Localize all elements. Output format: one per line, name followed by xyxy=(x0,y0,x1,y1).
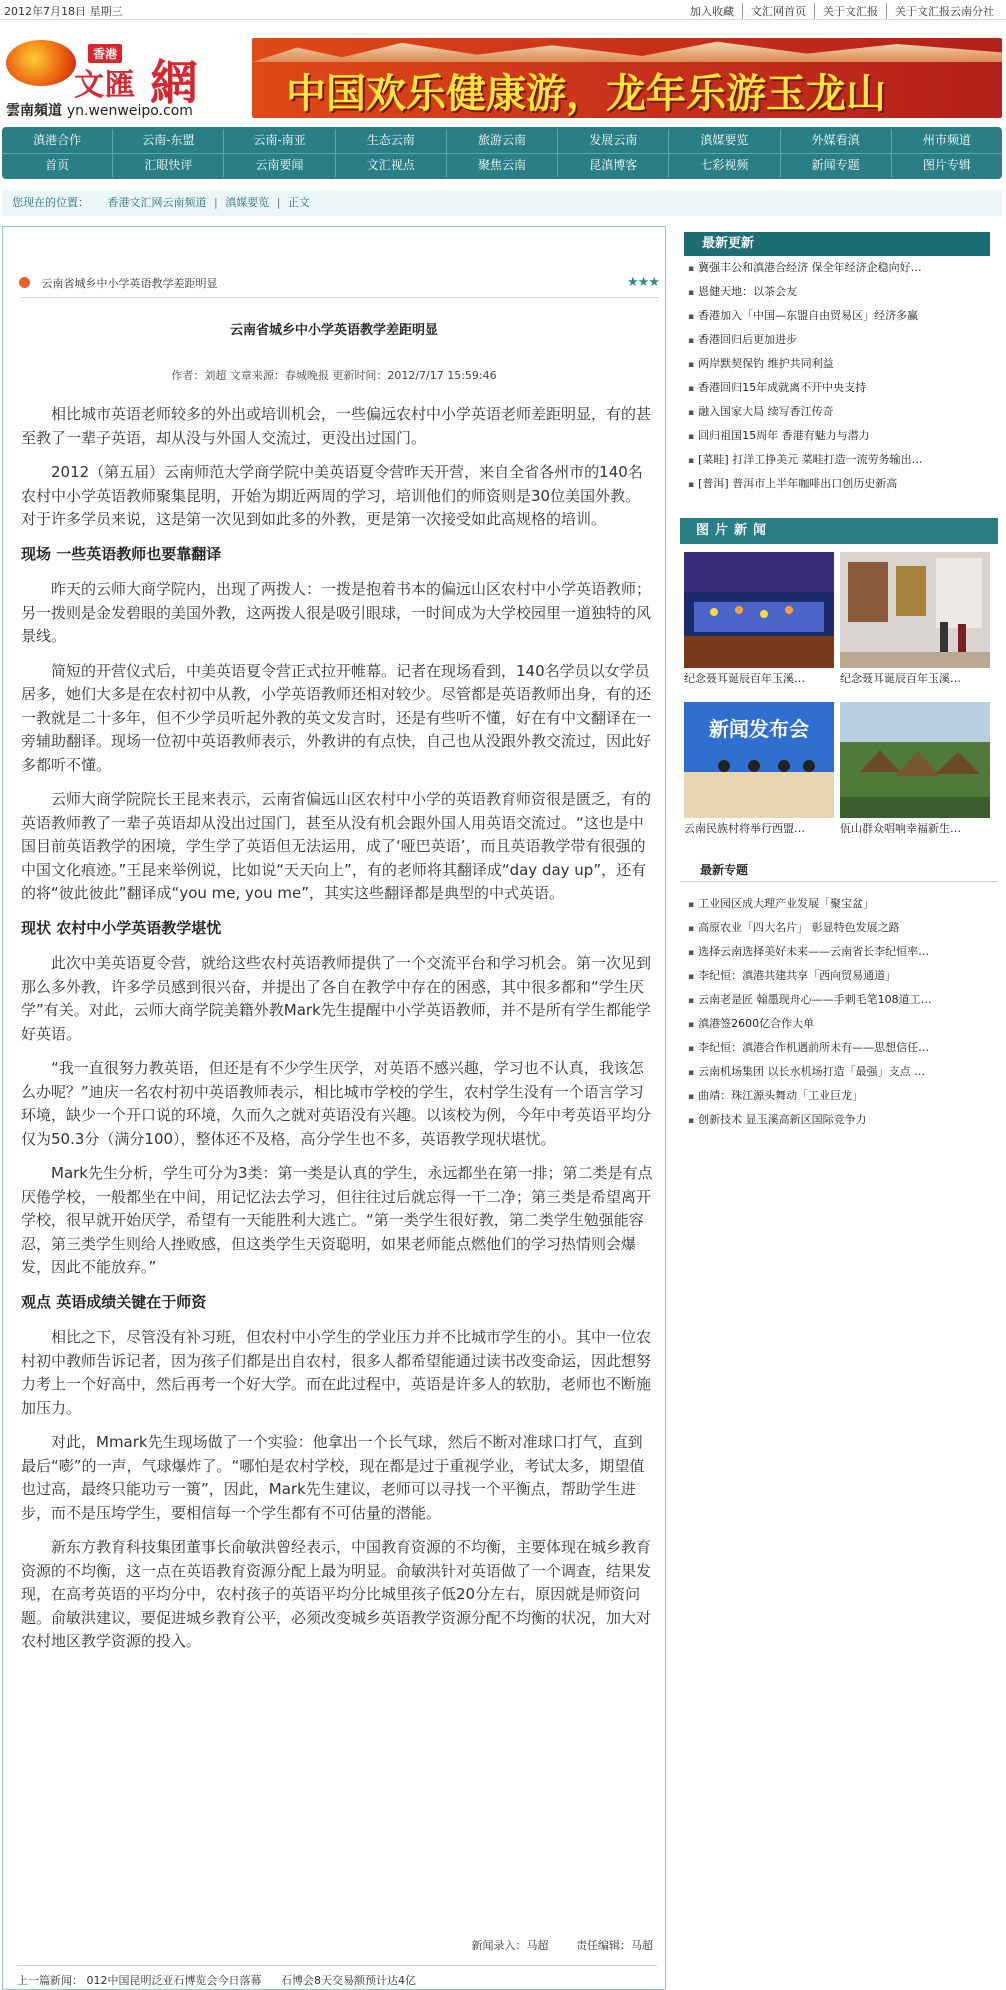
nav-item[interactable]: 旅游云南 xyxy=(446,129,557,153)
nav-item[interactable]: 州市频道 xyxy=(891,129,1002,153)
topic-link[interactable]: ▪ 创新技术 显玉溪高新区国际竞争力 xyxy=(688,1108,1006,1132)
latest-update-link[interactable]: ▪ 冀强丰公和滇港合经济 保全年经济企稳向好… xyxy=(688,256,1002,280)
banner-mountain-image xyxy=(252,38,1002,62)
article-panel xyxy=(2,226,666,1990)
article-paragraph: Mark先生分析，学生可分为3类：第一类是认真的学生，永远都坐在第一排；第二类是有点厌倦学校，一般都坐在中间，用记忆法去学习，但往往过后就忘得一干二净；第三类是希望离开学校，很早就开始厌学，希望有一天能胜利大逃亡。“第一类学生很好教，第二类学生勉强能容忍，第三类学生则给人挫败感，但这类学生天资聪明，如果老师能点燃他们的学习热情则会爆发，因此不能放弃。” xyxy=(21,1164,653,1276)
article-paragraph: 云师大商学院院长王昆来表示，云南省偏远山区农村中小学的英语教育师资很是匮乏，有的英语教师教了一辈子英语却从没出过国门，甚至从没有机会跟外国人用英语交流过。“这也是中国目前英语教学的困境，学生学了英语但无法运用，成了‘哑巴英语’，而且英语教学带有很强的中国文化痕迹。”王昆来举例说，比如说“天天向上”，有的老师将其翻译成“day day up”，还有的将“彼此彼此”翻译成“you me, you me”，其实这些翻译都是典型的中式英语。 xyxy=(21,790,652,902)
latest-update-link[interactable]: ▪ [普洱] 普洱市上半年咖啡出口创历史新高 xyxy=(688,472,1002,496)
prev-next-links xyxy=(17,1965,657,1988)
latest-update-link[interactable]: ▪ [菜畦] 打洋工挣美元 菜畦打造一流劳务输出… xyxy=(688,448,1002,472)
village-photo xyxy=(840,702,990,818)
logo-subtitle xyxy=(6,100,193,120)
nav-row-1 xyxy=(2,129,1002,153)
about-yunnan-branch-link[interactable]: 关于文汇报云南分社 xyxy=(886,3,1002,19)
picture-caption[interactable]: 纪念聂耳诞辰百年玉溪… xyxy=(684,672,805,685)
topic-link[interactable]: ▪ 云南机场集团 以长水机场打造「最强」支点 … xyxy=(688,1060,1006,1084)
nav-item[interactable]: 外媒看滇 xyxy=(780,129,891,153)
topic-link[interactable]: ▪ 曲靖：珠江源头舞动「工业巨龙」 xyxy=(688,1084,1006,1108)
topic-link[interactable]: ▪ 选择云南选择美好未来——云南省长李纪恒率… xyxy=(688,940,1006,964)
article-body xyxy=(21,403,655,1665)
site-header xyxy=(0,22,1006,122)
top-links xyxy=(682,3,1002,19)
divider xyxy=(19,297,659,298)
article-paragraph: “我一直很努力教英语，但还是有不少学生厌学，对英语不感兴趣，学习也不认真，我该怎么办呢？”迪庆一名农村初中英语教师表示，相比城市学校的学生，农村学生没有一个语言学习环境，缺少一个开口说的环境，久而久之就对英语没有兴趣。以该校为例，今年中考英语平均分仅为50.3分（满分100），整体还不及格，高分学生也不多，英语教学现状堪忧。 xyxy=(21,1059,652,1148)
article-paragraph: 相比之下，尽管没有补习班，但农村中小学生的学业压力并不比城市学生的小。其中一位农村初中教师告诉记者，因为孩子们都是出自农村，很多人都希望能通过读书改变命运，因此想努力考上一个好高中，然后再考一个好大学。而在此过程中，英语是许多人的软肋，老师也不断施加压力。 xyxy=(21,1328,652,1417)
topic-link[interactable]: ▪ 云南老是匠 翰墨现舟心——手刺毛笔108道工… xyxy=(688,988,1006,1012)
next-article-link[interactable]: 石博会8天交易额预计达4亿 xyxy=(281,1974,416,1987)
nav-item[interactable]: 滇港合作 xyxy=(33,133,82,147)
latest-update-link[interactable]: ▪ 两岸默契保钓 维护共同利益 xyxy=(688,352,1002,376)
article-meta: 作者：刘超 文章来源：春城晚报 更新时间：2012/7/17 15:59:46 xyxy=(171,369,497,382)
section-heading: 现场 一些英语教师也要靠翻译 xyxy=(21,544,222,563)
add-favorite-link[interactable]: 加入收藏 xyxy=(690,5,734,18)
about-wenweipo-link[interactable]: 关于文汇报 xyxy=(814,3,886,19)
press-banner-text: 新闻发布会 xyxy=(709,717,809,741)
latest-updates-box xyxy=(676,232,1002,496)
picture-news-item[interactable] xyxy=(684,552,834,685)
nav-item[interactable]: 首页 xyxy=(45,158,70,172)
nav-item[interactable]: 滇媒要览 xyxy=(668,129,779,153)
article-header-bar xyxy=(19,275,659,295)
logo-channel: 雲南頻道 xyxy=(6,103,62,119)
article-title: 云南省城乡中小学英语教学差距明显 xyxy=(229,323,438,338)
picture-news-heading: 图片新闻 xyxy=(680,518,998,544)
bullet-icon xyxy=(19,277,30,288)
wenweipo-home-link[interactable]: 文汇网首页 xyxy=(742,3,814,19)
nav-item[interactable]: 云南要闻 xyxy=(223,154,334,177)
picture-caption[interactable]: 佤山群众唱响幸福新生… xyxy=(840,822,961,835)
topic-link[interactable]: ▪ 滇港签2600亿合作大单 xyxy=(688,1012,1006,1036)
breadcrumb-sep xyxy=(93,196,105,209)
picture-grid xyxy=(680,544,1006,854)
nav-item[interactable]: 云南-南亚 xyxy=(223,129,334,153)
nav-item[interactable]: 新闻专题 xyxy=(780,154,891,177)
article-paragraph: 此次中美英语夏令营，就给这些农村英语教师提供了一个交流平台和学习机会。第一次见到那么多外教，许多学员感到很兴奋，并提出了各自在教学中存在的困惑，其中很多都和“学生厌学”有关。对此，云师大商学院美籍外教Mark先生提醒中小学英语教师，并不是所有学生都能学好英语。 xyxy=(21,954,652,1043)
site-logo[interactable] xyxy=(2,30,242,120)
breadcrumb xyxy=(2,190,1002,216)
breadcrumb-prefix: 您现在的位置： xyxy=(12,196,89,209)
press-conference-photo xyxy=(684,702,834,818)
latest-updates-list xyxy=(676,256,1002,496)
exhibition-photo xyxy=(840,552,990,668)
picture-news-item[interactable] xyxy=(840,552,990,685)
nav-row-2 xyxy=(2,153,1002,177)
section-heading: 观点 英语成绩关键在于师资 xyxy=(21,1292,207,1311)
article-head-label: 云南省城乡中小学英语教学差距明显 xyxy=(41,277,218,290)
breadcrumb-item[interactable]: 香港文汇网云南频道 xyxy=(107,196,207,209)
breadcrumb-item[interactable]: 滇媒要览 xyxy=(225,196,270,209)
nav-item[interactable]: 汇眼快评 xyxy=(112,154,223,177)
nav-item[interactable]: 聚焦云南 xyxy=(446,154,557,177)
latest-topics-box xyxy=(680,858,1006,1132)
picture-news-box xyxy=(680,518,1006,854)
stage-photo xyxy=(684,552,834,668)
nav-item[interactable]: 图片专辑 xyxy=(891,154,1002,177)
section-heading: 现状 农村中小学英语教学堪忧 xyxy=(21,918,222,937)
latest-topics-heading: 最新专题 xyxy=(680,858,998,882)
prev-article-link[interactable]: 上一篇新闻： 012中国昆明泛亚石博览会今日落幕 xyxy=(17,1974,262,1987)
article-paragraph: 2012（第五届）云南师范大学商学院中美英语夏令营昨天开营，来自全省各州市的140名农村中小学英语教师聚集昆明，开始为期近两周的学习，培训他们的师资则是30位美国外教。对于许多学员来说，这是第一次见到如此多的外教，更是第一次接受如此高规格的培训。 xyxy=(21,463,643,528)
latest-update-link[interactable]: ▪ 香港回归15年成就离不开中央支持 xyxy=(688,376,1002,400)
nav-item[interactable]: 云南-东盟 xyxy=(112,129,223,153)
picture-news-item[interactable] xyxy=(840,702,990,835)
nav-item[interactable]: 生态云南 xyxy=(335,129,446,153)
ad-banner[interactable] xyxy=(252,38,1002,118)
breadcrumb-item: 正文 xyxy=(287,196,310,209)
article-paragraph: 昨天的云师大商学院内，出现了两拨人：一拨是抱着书本的偏远山区农村中小学英语教师；另一拨则是金发碧眼的美国外教，这两拨人很是吸引眼球，一时间成为大学校园里一道独特的风景线。 xyxy=(21,580,652,645)
logo-wang: 網 xyxy=(150,55,199,111)
logo-url: yn.wenweipo.com xyxy=(66,103,193,119)
breadcrumb-sep: | xyxy=(214,196,218,209)
latest-update-link[interactable]: ▪ 香港加入「中国—东盟自由贸易区」经济多赢 xyxy=(688,304,1002,328)
current-date: 2012年7月18日 星期三 xyxy=(4,5,123,18)
nav-item[interactable]: 昆滇博客 xyxy=(557,154,668,177)
editor-responsible: 责任编辑：马超 xyxy=(576,1939,653,1952)
latest-update-link[interactable]: ▪ 融入国家大局 续写香江传奇 xyxy=(688,400,1002,424)
latest-update-link[interactable]: ▪ 恩健天地：以茶会友 xyxy=(688,280,1002,304)
logo-emblem-icon xyxy=(6,40,76,86)
topic-link[interactable]: ▪ 李纪恒：滇港共建共享「西向贸易通道」 xyxy=(688,964,1006,988)
latest-update-link[interactable]: ▪ 回归祖国15周年 香港有魅力与潜力 xyxy=(688,424,1002,448)
editor-input: 新闻录入：马超 xyxy=(471,1939,549,1952)
picture-caption[interactable]: 纪念聂耳诞辰百年玉溪… xyxy=(840,672,961,685)
breadcrumb-sep: | xyxy=(276,196,281,209)
latest-topics-list xyxy=(680,892,1006,1132)
banner-text: 中国欢乐健康游，龙年乐游玉龙山 xyxy=(286,70,886,117)
article-editors xyxy=(3,1937,653,1953)
article-paragraph: 对此，Mmark先生现场做了一个实验：他拿出一个长气球，然后不断对准球口打气，直到最后“嘭”的一声，气球爆炸了。“哪怕是农村学校，现在都是过于重视学业，考试太多，期望值也过高，最终只能功亏一篑”，因此，Mark先生建议，老师可以寻找一个平衡点，帮助学生进步，而不是压垮学生，要相信每一个学生都有不可估量的潜能。 xyxy=(21,1433,645,1522)
nav-item[interactable]: 文汇视点 xyxy=(335,154,446,177)
picture-caption[interactable]: 云南民族村将举行西盟… xyxy=(684,822,805,835)
topic-link[interactable]: ▪ 工业园区成大理产业发展「聚宝盆」 xyxy=(688,892,1006,916)
latest-updates-heading: 最新更新 xyxy=(684,232,990,256)
logo-wenhui: 文匯 xyxy=(74,68,136,103)
topic-link[interactable]: ▪ 高原农业「四大名片」 彰显特色发展之路 xyxy=(688,916,1006,940)
main-nav xyxy=(2,127,1002,179)
rating-stars-icon: ★★★ xyxy=(627,275,659,290)
top-bar xyxy=(0,0,1006,20)
topic-link[interactable]: ▪ 李纪恒：滇港合作机遇前所未有——思想信任… xyxy=(688,1036,1006,1060)
picture-news-item[interactable] xyxy=(684,702,834,835)
latest-update-link[interactable]: ▪ 香港回归后更加进步 xyxy=(688,328,1002,352)
logo-hk-badge: 香港 xyxy=(88,44,122,63)
nav-item[interactable]: 七彩视频 xyxy=(668,154,779,177)
article-paragraph: 简短的开营仪式后，中美英语夏令营正式拉开帷幕。记者在现场看到，140名学员以女学员居多，她们大多是在农村初中从教，小学英语教师还相对较少。尽管都是英语教师出身，有的还一教就是二十多年，但不少学员听起外教的英文发言时，还是有些听不懂，好在有中文翻译在一旁辅助翻译。现场一位初中英语教师表示，外教讲的有点快，自己也从没跟外教交流过，因此好多都听不懂。 xyxy=(21,661,652,774)
article-paragraph: 新东方教育科技集团董事长俞敏洪曾经表示，中国教育资源的不均衡，主要体现在城乡教育资源的不均衡，这一点在英语教育资源分配上最为明显。俞敏洪针对英语做了一个调查，结果发现，在高考英语的平均分中，农村孩子的英语平均分比城里孩子低20分左右，原因就是师资问题。俞敏洪建议，要促进城乡教育公平，必须改变城乡英语教学资源分配不均衡的状况，加大对农村地区教学资源的投入。 xyxy=(21,1538,652,1650)
article-paragraph: 相比城市英语老师较多的外出或培训机会，一些偏远农村中小学英语老师差距明显，有的甚至教了一辈子英语，却从没与外国人交流过，更没出过国门。 xyxy=(21,405,652,447)
nav-item[interactable]: 发展云南 xyxy=(557,129,668,153)
